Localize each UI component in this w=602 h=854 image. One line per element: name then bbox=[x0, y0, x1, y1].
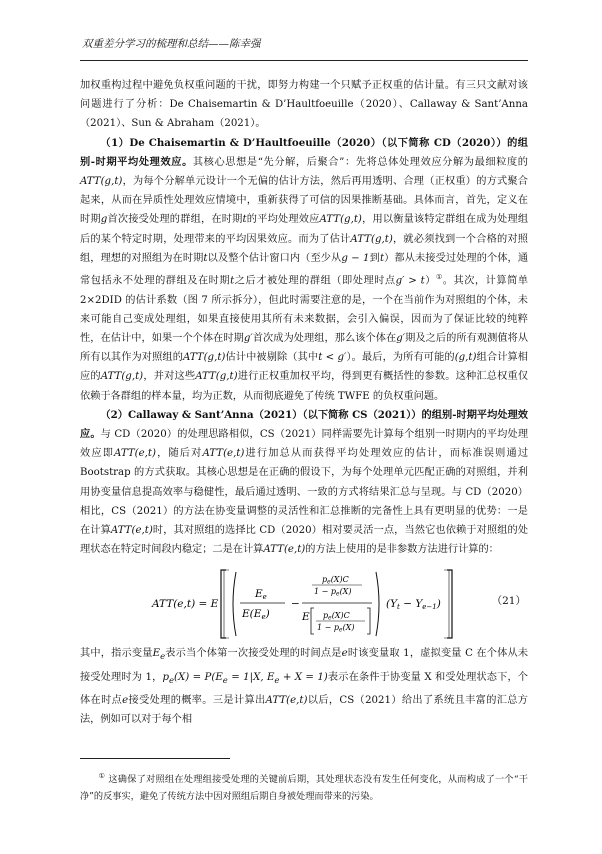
math-subscript: e bbox=[274, 675, 280, 686]
equation-21 bbox=[80, 562, 528, 644]
math-inline: ATT(g,t) bbox=[100, 371, 144, 383]
footnote-marker: ① bbox=[98, 772, 106, 780]
eq-outer-bracket-left bbox=[221, 570, 226, 638]
svg-text:Ee: Ee bbox=[255, 588, 267, 602]
math-inline: ATT(g,t) bbox=[80, 176, 123, 188]
math-subscript: e bbox=[160, 652, 166, 663]
section-heading: （2）Callaway & Sant’Anna（2021）（以下简称 CS（2021））的组别-时期平均处理效应。 bbox=[80, 408, 528, 441]
text-run: 首次成为处理组，那么该个体在 bbox=[252, 333, 397, 345]
math-inline: t bbox=[242, 214, 247, 226]
text-run: ，随后对 bbox=[155, 448, 203, 460]
math-inline: g′ > t bbox=[395, 275, 425, 287]
math-subscript: e bbox=[222, 675, 228, 686]
math-inline: g′ bbox=[396, 333, 406, 345]
text-run: 首次接受处理的群组，在时期 bbox=[107, 214, 243, 226]
text-run: 期及之后的所有观测值将从所有以其作为对照组的 bbox=[80, 333, 529, 364]
text-run: 组合计算相应的 bbox=[80, 352, 528, 383]
math-inline: e bbox=[122, 694, 129, 706]
math-subscript: e bbox=[168, 675, 174, 686]
math-inline: t bbox=[379, 252, 385, 264]
equation-number: （21） bbox=[491, 595, 526, 608]
footnote-rule bbox=[80, 758, 230, 759]
math-inline: ATT(e,t) bbox=[263, 544, 306, 556]
text-run: 与 CD（2020）的处理思路相似，CS（2021）同样需要先计算每个组别一时期内的平均处理效应即 bbox=[80, 429, 529, 460]
math-inline: p bbox=[162, 671, 169, 683]
footnote bbox=[80, 768, 528, 805]
svg-text:pe(X)C: pe(X)C bbox=[323, 611, 350, 622]
text-run: 进行加总从而获得平均处理效应的估计，而标准误则通过 Bootstrap 的方式获取。其核心思想是在正确的假设下，为每个处理单元匹配正确的对照组，并利用协变量信息提高效率与稳健性，最后通过透明、一致的方式将结果汇总与呈现。与 CD（2020）相比，CS（2021）的方法在协变量调整的灵活性和汇总推断的完备性上具有更明显的优势：一是在计算 bbox=[80, 448, 529, 537]
text-run: 进行正权重加权平均，得到更有概括性的参数。这种汇总权重仅依赖于各群组的样本量，均为正数，从而彻底避免了传统 TWFE 的负权重问题。 bbox=[80, 371, 529, 402]
header-rule bbox=[80, 60, 528, 61]
eq-lhs: ATT(e,t) = E bbox=[152, 598, 219, 611]
paragraph bbox=[80, 134, 528, 406]
text-run: ，用以衡量该特定群组在成为处理组后的某个特定时期，处理带来的平均因果效应。而为了估计 bbox=[80, 214, 529, 245]
math-inline: ATT(e,t) bbox=[202, 448, 245, 460]
text-run: 表示当个体第一次接受处理的时间点是 bbox=[165, 648, 342, 660]
text-run: ，就必须找到一个合格的对照组，理想的对照组为在时期 bbox=[80, 233, 528, 264]
text-run: ，为每个分解单元设计一个无偏的估计方法，然后再用透明、合理（正权重）的方式聚合起来，从而在异质性处理效应情境中，重新获得了可信的因果推断基础。具体而言，首先，定义在时期 bbox=[80, 176, 528, 226]
text-run: 接受处理的概率。三是计算出 bbox=[128, 694, 266, 706]
math-inline: (X) = P(E bbox=[174, 671, 223, 683]
body-text bbox=[80, 76, 528, 729]
math-inline: = 1|X, E bbox=[227, 671, 275, 683]
text-run: 表示在条件于协变量 X 和受处理状态下，个体在时点 bbox=[80, 671, 528, 706]
math-inline: t bbox=[230, 275, 235, 287]
math-inline: ATT(g,t) bbox=[183, 352, 226, 364]
math-inline: (g,t) bbox=[454, 352, 477, 364]
running-header: 双重差分学习的梳理和总结——陈幸强 bbox=[82, 38, 261, 50]
math-inline: e bbox=[341, 648, 348, 660]
footnote-ref: ① bbox=[435, 273, 443, 282]
svg-text:(Yt − Ye−1): (Yt − Ye−1) bbox=[386, 598, 441, 612]
text-run: 的方法上使用的是非参数方法进行计算的： bbox=[305, 544, 499, 556]
text-run: 估计中被剔除（其中 bbox=[225, 352, 319, 364]
svg-text:E: E bbox=[302, 611, 310, 624]
eq-outer-bracket-left-inner bbox=[224, 570, 229, 638]
math-inline: g bbox=[100, 214, 108, 226]
svg-text:E(Ee): E(Ee) bbox=[242, 608, 270, 622]
text-run: 加权重构过程中避免负权重问题的干扰，即努力构建一个只赋予正权重的估计量。有三只文献对该问题进行了分析：De Chaisemartin & D’Haultfoeuille（2020）、Callaway & Sant’Anna（2021）、Sun & Abraham（2021）。 bbox=[80, 80, 528, 130]
text-run: 的平均处理效应 bbox=[246, 214, 320, 226]
text-run: ） bbox=[424, 275, 436, 287]
eq-outer-bracket-right bbox=[447, 570, 452, 638]
text-run: 其中，指示变量 bbox=[80, 648, 153, 660]
math-inline: ATT(e,t) bbox=[265, 694, 308, 706]
svg-text:1 − pe(X): 1 − pe(X) bbox=[317, 623, 355, 634]
math-inline: ATT(e,t) bbox=[110, 525, 153, 537]
text-run: ）。最后，为所有可能的 bbox=[346, 352, 455, 364]
math-inline: E bbox=[152, 648, 161, 660]
text-run: 时该变量取 1，虚拟变量 C 在个体从未接受处理时为 1， bbox=[80, 648, 529, 683]
paragraph bbox=[80, 76, 528, 134]
text-run: 到 bbox=[369, 252, 380, 264]
text-run: 之后才被处理的群组（即处理时点 bbox=[234, 275, 396, 287]
math-inline: + X = 1) bbox=[279, 671, 328, 683]
paragraph bbox=[80, 644, 528, 729]
svg-text:pe(X)C: pe(X)C bbox=[322, 575, 349, 586]
text-run: 以及整个估计窗口内（至少从 bbox=[207, 252, 342, 264]
math-inline: t < g′ bbox=[318, 352, 347, 364]
math-inline: ATT(g,t) bbox=[350, 233, 393, 245]
math-inline: t bbox=[203, 252, 208, 264]
math-inline: ATT(g,t) bbox=[195, 371, 238, 383]
math-inline: ATT(e,t) bbox=[114, 448, 156, 460]
eq-inner-paren-left bbox=[233, 572, 236, 636]
text-run: 。其次，计算简单 2×2DID 的估计系数（图 7 所示拆分），但此时需要注意的是，一个在当前作为对照组的个体，未来可能自己变成处理组，如果直接使用其所有未来数据，会引入偏误，因而为了保证比较的纯粹性，在估计中，如果一个个体在时期 bbox=[80, 275, 529, 345]
svg-text:1 − pe(X): 1 − pe(X) bbox=[314, 587, 352, 598]
math-inline: g′ bbox=[243, 333, 253, 345]
equation-graphic bbox=[80, 562, 520, 644]
math-inline: g − 1 bbox=[341, 252, 370, 264]
text-run: ）都从未接受过处理的个体，通常包括永不处理的群组及在时期 bbox=[80, 252, 529, 287]
eq-minus: − bbox=[291, 598, 300, 611]
text-run: 其核心思想是“先分解，后聚合”：先将总体处理效应分解为最细粒度的 bbox=[192, 156, 528, 168]
text-run: ，并对这些 bbox=[143, 371, 196, 383]
section-heading: （1）De Chaisemartin & D’Haultfoeuille（2020）（以下简称 CD（2020））的组别-时期平均处理效应。 bbox=[80, 136, 528, 168]
eq-inner-paren-right bbox=[376, 572, 379, 636]
text-run: 时，其对照组的选择比 CD（2020）相对要灵活一点，当然它也依赖于对照组的处理状态在特定时间段内稳定；二是在计算 bbox=[80, 525, 529, 556]
footnote-text: 这确保了对照组在处理组接受处理的关键前后期，其处理状态没有发生任何变化，从而构成了一个“干净”的反事实，避免了传统方法中因对照组后期自身被处理而带来的污染。 bbox=[80, 774, 528, 803]
math-inline: ATT(g,t) bbox=[319, 214, 362, 226]
paragraph bbox=[80, 406, 528, 560]
text-run: 以后，CS（2021）给出了系统且丰富的汇总方法，例如可以对于每个相 bbox=[80, 694, 528, 726]
